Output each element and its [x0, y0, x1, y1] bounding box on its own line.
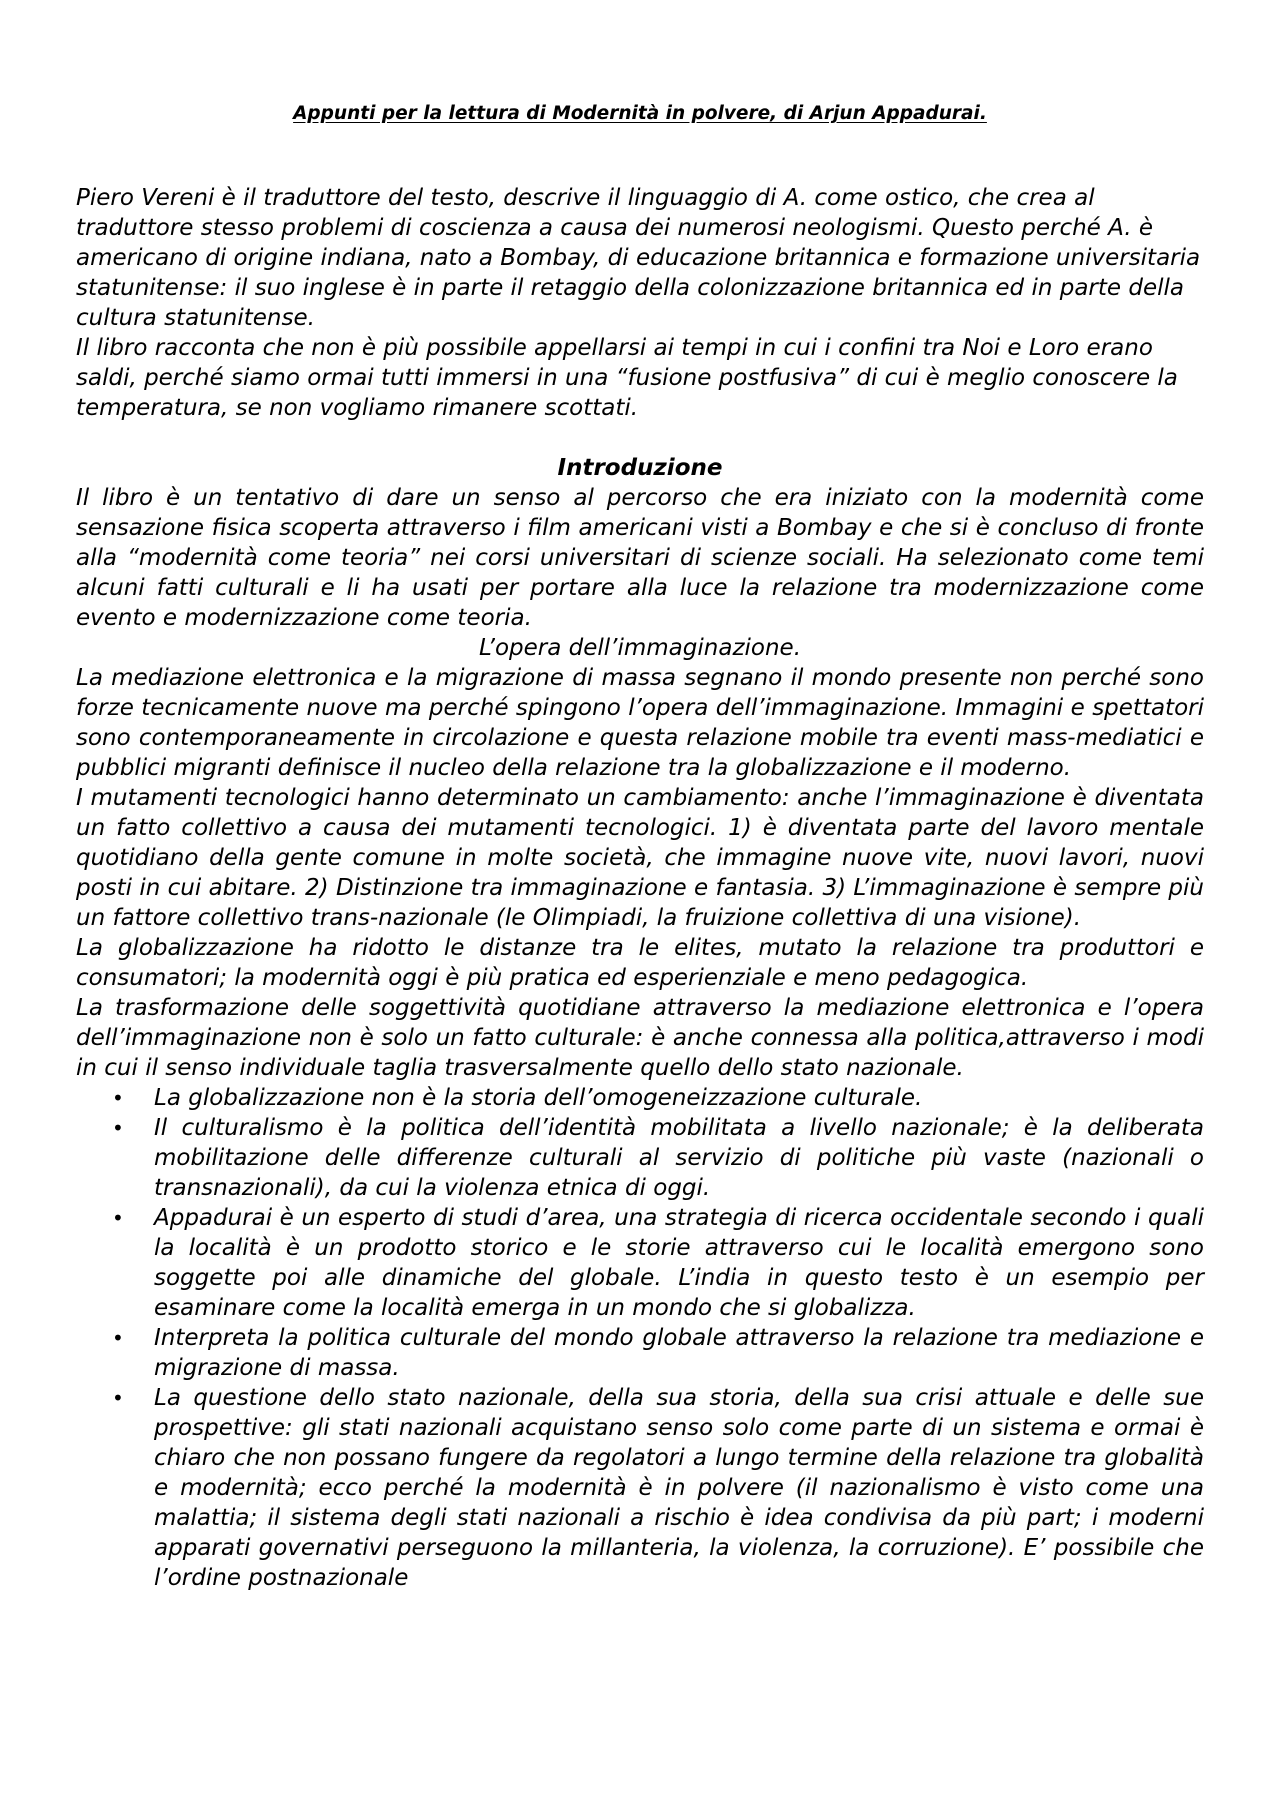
paragraph-body: La globalizzazione ha ridotto le distanze tra le elites, mutato la relazione tra produttori e consumatori; la modernità oggi è più pratica ed esperienziale e meno pedagogica.	[76, 935, 1204, 991]
bullet-icon: •	[112, 1386, 124, 1410]
paragraph-book-summary: Il libro racconta che non è più possibile appellarsi ai tempi in cui i confini tra Noi e Loro erano saldi, perché siamo ormai tutti immersi in una “fusione postfusiva” di cui è meglio conoscere la temperatura, se non vogliamo rimanere scottati.	[76, 335, 1178, 421]
bullet-list	[76, 1083, 1204, 1593]
paragraph-body: I mutamenti tecnologici hanno determinato un cambiamento: anche l’immaginazione è diventata un fatto collettivo a causa dei mutamenti tecnologici. 1) è diventata parte del lavoro mentale quotidiano della gente comune in molte società, che immagine nuove vite, nuovi lavori, nuovi posti in cui abitare. 2) Distinzione tra immaginazione e fantasia. 3) L’immaginazione è sempre più un fattore collettivo trans-nazionale (le Olimpiadi, la fruizione collettiva di una visione).	[76, 785, 1204, 931]
spacer	[76, 423, 1204, 453]
list-item-text: Interpreta la politica culturale del mondo globale attraverso la relazione tra mediazione e migrazione di massa.	[154, 1325, 1204, 1381]
document-body	[76, 183, 1204, 1593]
list-item	[112, 1383, 1204, 1593]
paragraph-introduction: Il libro è un tentativo di dare un senso al percorso che era iniziato con la modernità come sensazione fisica scoperta attraverso i film americani visti a Bombay e che si è concluso di fronte alla “modernità come teoria” nei corsi universitari di scienze sociali. Ha selezionato come temi alcuni fatti culturali e li ha usati per portare alla luce la relazione tra modernizzazione come evento e modernizzazione come teoria.	[76, 485, 1204, 631]
bullet-icon: •	[112, 1206, 124, 1230]
paragraph-body: La mediazione elettronica e la migrazione di massa segnano il mondo presente non perché sono forze tecnicamente nuove ma perché spingono l’opera dell’immaginazione. Immagini e spettatori sono contemporaneamente in circolazione e questa relazione mobile tra eventi mass-mediatici e pubblici migranti definisce il nucleo della relazione tra la globalizzazione e il moderno.	[76, 665, 1204, 781]
bullet-icon: •	[112, 1086, 124, 1110]
list-item	[112, 1203, 1204, 1323]
paragraph-body: La trasformazione delle soggettività quotidiane attraverso la mediazione elettronica e l’opera dell’immaginazione non è solo un fatto culturale: è anche connessa alla politica,attraverso i modi in cui il senso individuale taglia trasversalmente quello dello stato nazionale.	[76, 995, 1204, 1081]
list-item	[112, 1323, 1204, 1383]
bullet-icon: •	[112, 1326, 124, 1350]
list-item-text: Appadurai è un esperto di studi d’area, una strategia di ricerca occidentale secondo i quali la località è un prodotto storico e le storie attraverso cui le località emergono sono soggette poi alle dinamiche del globale. L’india in questo testo è un esempio per esaminare come la località emerga in un mondo che si globalizza.	[154, 1205, 1204, 1321]
list-item-text: La globalizzazione non è la storia dell’omogeneizzazione culturale.	[154, 1085, 923, 1111]
bullet-icon: •	[112, 1116, 124, 1140]
list-item-text: Il culturalismo è la politica dell’identità mobilitata a livello nazionale; è la deliberata mobilitazione delle differenze culturali al servizio di politiche più vaste (nazionali o transnazionali), da cui la violenza etnica di oggi.	[154, 1115, 1204, 1201]
list-item	[112, 1083, 1204, 1113]
list-item	[112, 1113, 1204, 1203]
paragraph-translator: Piero Vereni è il traduttore del testo, descrive il linguaggio di A. come ostico, che crea al traduttore stesso problemi di coscienza a causa dei numerosi neologismi. Questo perché A. è americano di origine indiana, nato a Bombay, di educazione britannica e formazione universitaria statunitense: il suo inglese è in parte il retaggio della colonizzazione britannica ed in parte della cultura statunitense.	[76, 185, 1201, 331]
document-title: Appunti per la lettura di Modernità in polvere, di Arjun Appadurai.	[293, 103, 987, 124]
section-heading: Introduzione	[557, 455, 723, 481]
list-item-text: La questione dello stato nazionale, della sua storia, della sua crisi attuale e delle sue prospettive: gli stati nazionali acquistano senso solo come parte di un sistema e ormai è chiaro che non possano fungere da regolatori a lungo termine della relazione tra globalità e modernità; ecco perché la modernità è in polvere (il nazionalismo è visto come una malattia; il sistema degli stati nazionali a rischio è idea condivisa da più part; i moderni apparati governativi perseguono la millanteria, la violenza, la corruzione). E’ possibile che l’ordine postnazionale	[154, 1385, 1204, 1591]
subheading: L’opera dell’immaginazione.	[478, 635, 802, 661]
